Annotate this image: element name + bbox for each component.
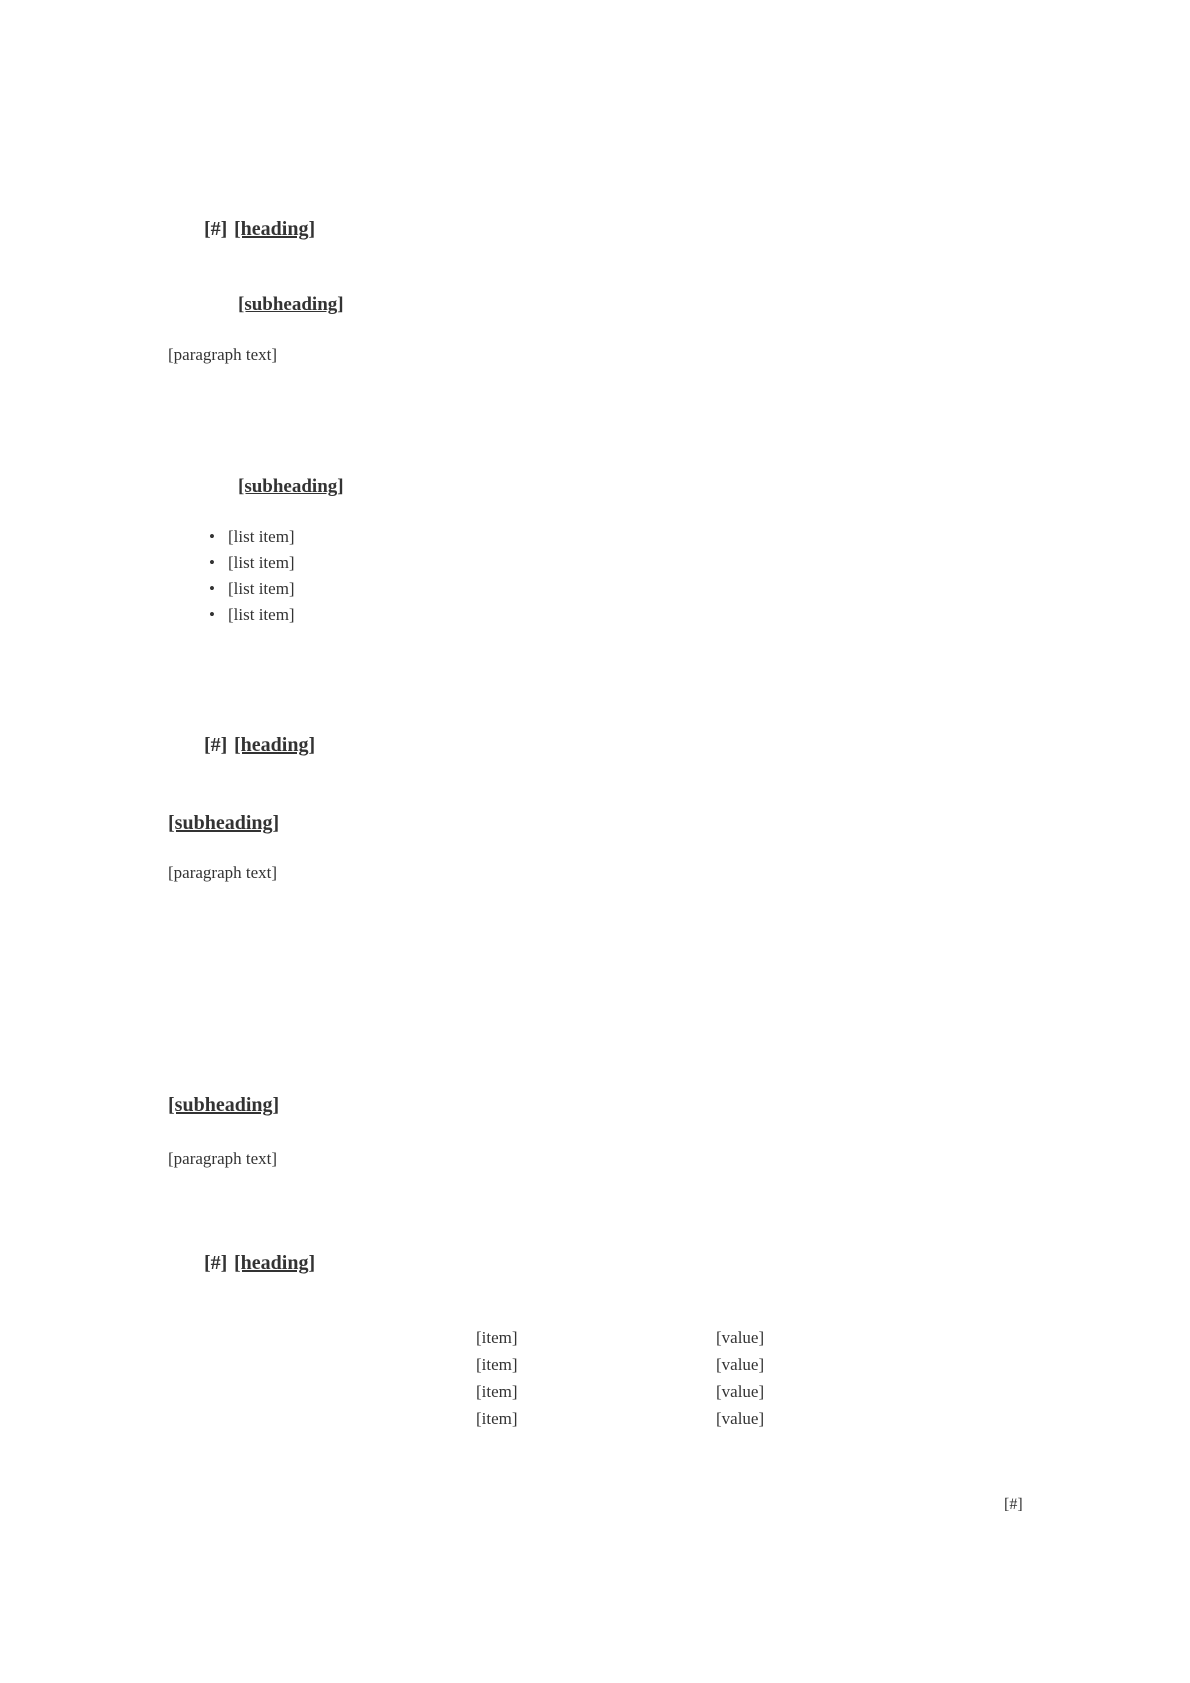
section-title: [heading] [234,734,316,756]
table-cell-value: [value] [716,1382,765,1401]
workshops-heading: [subheading] [168,1094,280,1116]
bullet-icon: • [209,579,215,598]
page-number: [#] [1004,1496,1023,1513]
workshops-text: [paragraph text] [168,1149,278,1168]
table-cell-value: [value] [716,1328,765,1347]
table-cell-label: [item] [476,1382,518,1401]
section-heading-methodology [204,734,315,757]
section-heading-evaluation [204,1252,315,1275]
bullet-icon: • [209,605,215,624]
table-cell-label: [item] [476,1355,518,1374]
general-objective-text: [paragraph text] [168,345,278,364]
list-item: • [list item] [168,550,1032,576]
general-objective-heading: [subheading] [238,294,344,315]
evaluation-table-wrapper [476,1328,764,1436]
evaluation-table [476,1328,764,1436]
classes-heading: [subheading] [168,812,280,834]
specific-objectives-list [168,524,1032,628]
section-number: [#] [204,1252,228,1274]
bullet-icon: • [209,527,215,546]
table-row [476,1382,764,1409]
bullet-icon: • [209,553,215,572]
table-cell-label: [item] [476,1409,518,1428]
section-heading-objectives [204,218,315,241]
table-cell-value: [value] [716,1409,765,1428]
section-number: [#] [204,218,228,240]
classes-text: [paragraph text] [168,863,278,882]
table-row [476,1409,764,1436]
section-title: [heading] [234,1252,316,1274]
list-item: • [list item] [168,524,1032,550]
list-item: • [list item] [168,602,1032,628]
list-item: • [list item] [168,576,1032,602]
table-row [476,1355,764,1382]
section-title: [heading] [234,218,316,240]
specific-objectives-heading: [subheading] [238,476,344,497]
table-row [476,1328,764,1355]
table-cell-value: [value] [716,1355,765,1374]
section-number: [#] [204,734,228,756]
table-cell-label: [item] [476,1328,518,1347]
